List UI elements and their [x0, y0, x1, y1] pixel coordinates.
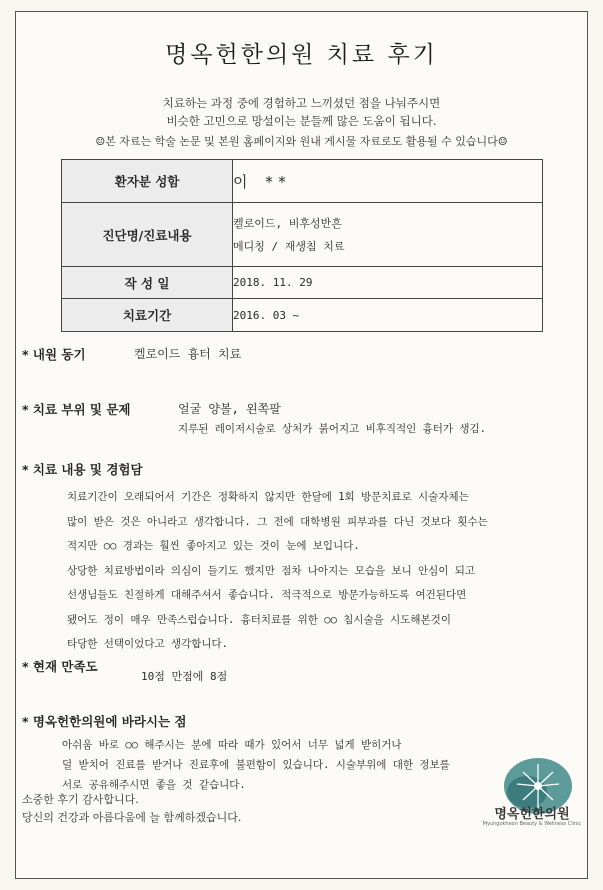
diagnosis-line-1: 켈로이드, 비후성반흔 [233, 216, 342, 230]
date-value: 2018. 11. 29 [233, 267, 543, 299]
story-line: 적지만 ○○ 경과는 훨씬 좋아지고 있는 것이 눈에 보입니다. [67, 540, 360, 552]
name-label: 환자분 성함 [62, 160, 233, 203]
motive-label: * 내원 동기 [22, 347, 86, 362]
treatment-area-label: * 치료 부위 및 문제 [22, 402, 131, 417]
story-line: 선생님들도 친절하게 대해주셔서 좋습니다. 적극적으로 방문가능하도록 여건된다면 [67, 589, 467, 601]
story-line: 타당한 선택이었다고 생각합니다. [67, 638, 228, 650]
page-title: 명옥헌한의원 치료 후기 [165, 42, 438, 68]
story-line: 됐어도 정이 매우 만족스럽습니다. 흉터치료를 위한 ○○ 침시술을 시도해본것이 [67, 613, 451, 626]
diagnosis-line-2: 메디칭 / 재생침 치료 [233, 239, 345, 253]
wish-label: * 명옥헌한의원에 바라시는 점 [22, 714, 187, 729]
treatment-area-line-1: 얼굴 양볼, 왼쪽팔 [178, 402, 281, 416]
intro-line-1: 치료하는 과정 중에 경험하고 느끼셨던 점을 나눠주시면 [162, 96, 441, 110]
satisfaction-label: * 현재 만족도 [22, 659, 98, 674]
closing-message: 당신의 건강과 아름다움에 늘 함께하겠습니다. [22, 811, 242, 824]
name-value: 이 ** [233, 160, 543, 203]
diagnosis-value [233, 203, 543, 267]
clinic-logo-name: 명옥헌한의원 [494, 807, 570, 822]
diagnosis-label: 진단명/진료내용 [62, 203, 233, 267]
period-label: 치료기간 [62, 299, 233, 332]
treatment-area-line-2: 지루된 레이저시술로 상처가 붉어지고 비후직적인 흉터가 생김. [178, 423, 486, 435]
wish-text [62, 735, 502, 795]
patient-info-table [61, 159, 543, 332]
wish-line: 아쉬움 바로 ○○ 해주시는 분에 따라 때가 있어서 너무 넓게 받히거나 [62, 739, 402, 751]
period-value: 2016. 03 ~ [233, 299, 543, 332]
closing-thanks: 소중한 후기 감사합니다. [22, 793, 139, 806]
treatment-content-label: * 치료 내용 및 경험담 [22, 462, 143, 477]
satisfaction-value: 10점 만점에 8점 [141, 670, 228, 683]
wish-line: 덜 받치어 진료를 받거나 진료후에 불편함이 있습니다. 시술부위에 대한 정보를 [62, 759, 450, 771]
story-line: 치료기간이 오래되어서 기간은 정확하지 않지만 한달에 1회 방문치료로 시술자체는 [67, 491, 469, 503]
date-label: 작 성 일 [62, 267, 233, 299]
treatment-story [67, 485, 557, 657]
intro-line-3: ☺본 자료는 학술 논문 및 본원 홈페이지와 원내 게시물 자료로도 활용될 수 있습니다☺ [95, 135, 508, 148]
intro-line-2: 비슷한 고민으로 망설이는 분들께 많은 도움이 됩니다. [166, 114, 437, 128]
story-line: 상당한 치료방법이라 의심이 들기도 했지만 점차 나아지는 모습을 보니 안심이 되고 [67, 564, 476, 577]
story-line: 많이 받은 것은 아니라고 생각합니다. 그 전에 대학병원 피부과를 다닌 것보다 횟수는 [67, 515, 488, 528]
clinic-logo-subtitle: Myungokheon Beauty & Wellness Clinic [482, 821, 582, 827]
wish-line: 서로 공유해주시면 좋을 것 같습니다. [62, 779, 246, 791]
motive-value: 켈로이드 흉터 치료 [134, 347, 242, 361]
